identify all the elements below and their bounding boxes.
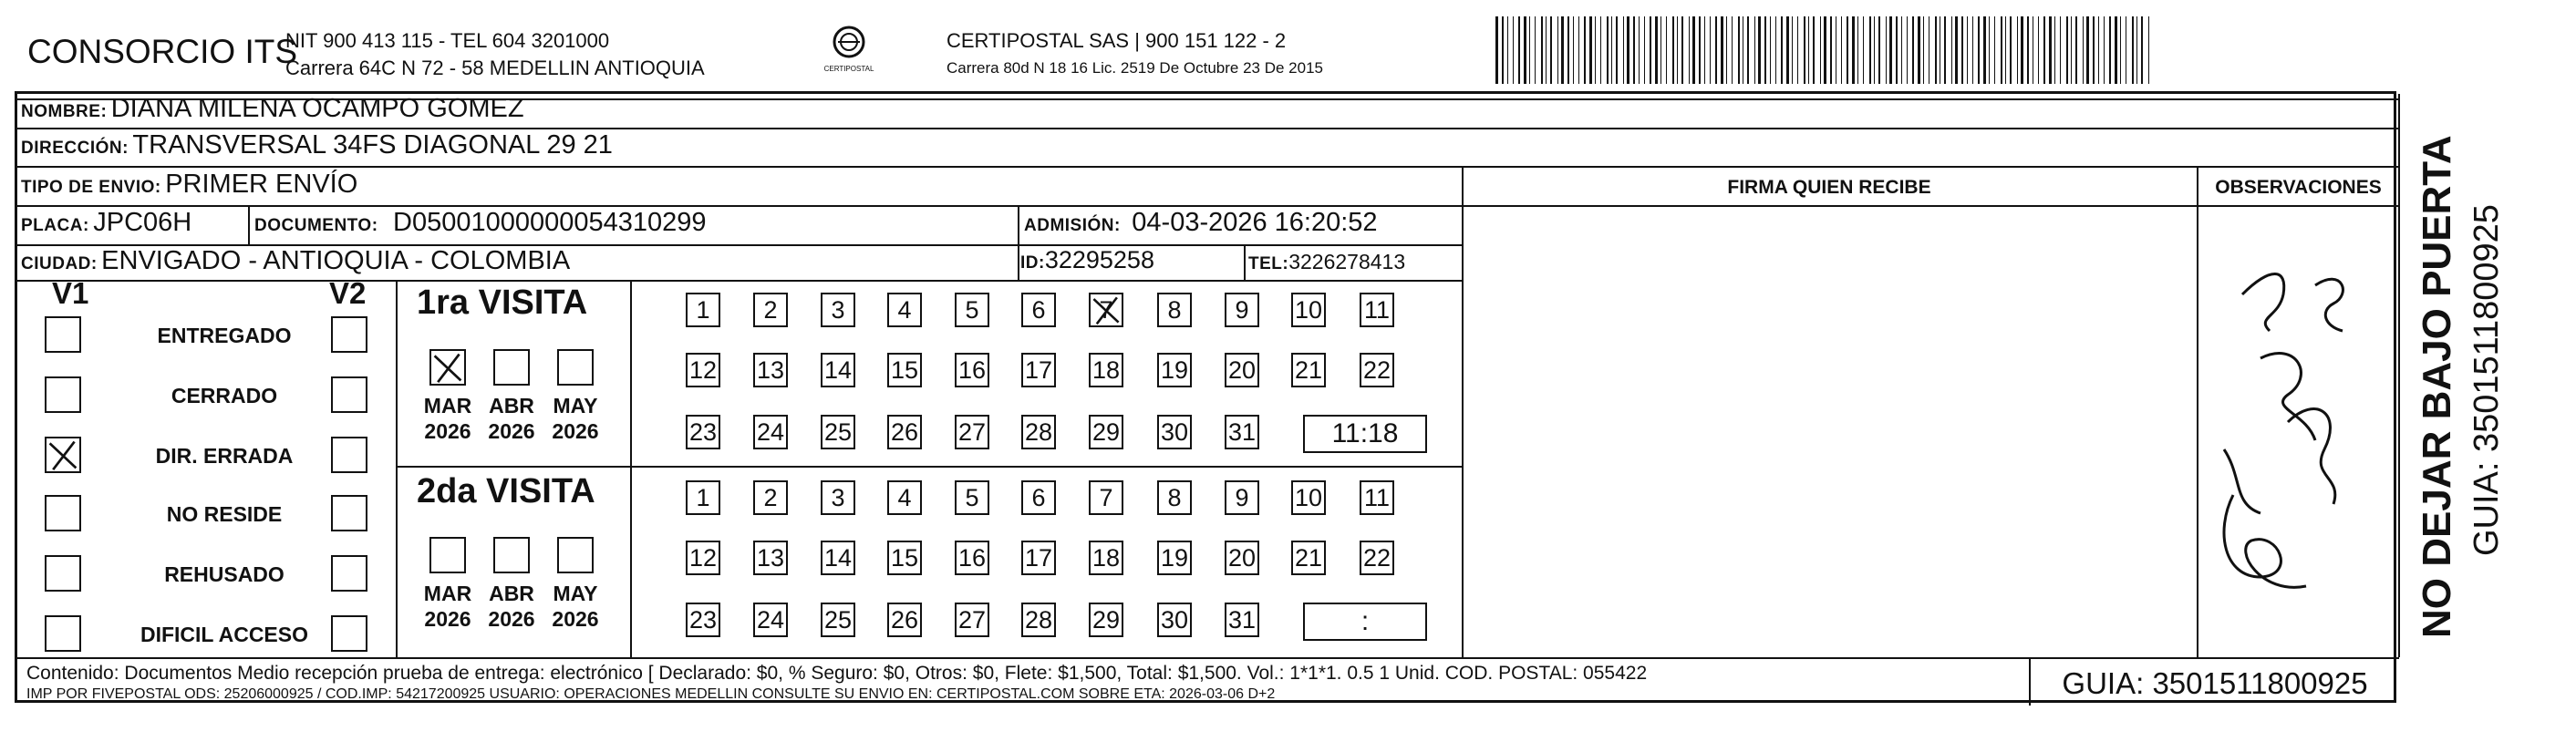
- month-checkbox: [429, 349, 466, 386]
- month-year: 2026: [488, 607, 535, 631]
- v2-checkbox: [331, 316, 367, 353]
- day-box: 17: [1021, 541, 1056, 575]
- id-cell: [1020, 246, 1154, 274]
- day-box: 29: [1089, 415, 1123, 449]
- ciudad-value: ENVIGADO - ANTIOQUIA - COLOMBIA: [101, 246, 571, 275]
- direccion-row: [21, 130, 613, 160]
- day-box: 8: [1157, 480, 1192, 515]
- day-box: 18: [1089, 541, 1123, 575]
- direccion-value: TRANSVERSAL 34FS DIAGONAL 29 21: [132, 130, 613, 160]
- day-box: 11: [1360, 480, 1394, 515]
- certipostal-logo: [808, 24, 890, 78]
- nombre-row: [21, 94, 524, 124]
- day-box: 13: [753, 541, 788, 575]
- day-box: 15: [887, 353, 922, 387]
- month-year: 2026: [488, 419, 535, 443]
- carrier-info: [947, 27, 1323, 82]
- tel-value: 3226278413: [1288, 250, 1406, 273]
- day-box: 5: [955, 480, 989, 515]
- month-year: 2026: [552, 607, 599, 631]
- day-box: 3: [821, 293, 855, 327]
- footer-guia: GUIA: 3501511800925: [2062, 666, 2368, 700]
- day-box: 11: [1360, 293, 1394, 327]
- day-box: 26: [887, 415, 922, 449]
- status-label: DIR. ERRADA: [155, 444, 294, 468]
- id-value: 32295258: [1044, 246, 1154, 273]
- month-label: [419, 393, 477, 444]
- status-label: CERRADO: [171, 384, 278, 407]
- admision-cell: [1024, 208, 1378, 238]
- day-box: 26: [887, 603, 922, 637]
- nombre-value: DIANA MILENA OCAMPO GOMEZ: [110, 94, 524, 123]
- v2-checkbox: [331, 615, 367, 652]
- day-box: 2: [753, 293, 788, 327]
- side-guia: GUIA: 3501511800925: [2467, 204, 2506, 556]
- tel-label: TEL:: [1248, 254, 1289, 273]
- day-box: 30: [1157, 415, 1192, 449]
- admision-value: 04-03-2026 16:20:52: [1132, 208, 1378, 237]
- day-box: 14: [821, 541, 855, 575]
- day-box: 10: [1291, 480, 1326, 515]
- day-box: 9: [1225, 480, 1259, 515]
- v1-checkbox: [45, 615, 81, 652]
- month-year: 2026: [424, 607, 471, 631]
- day-box: 23: [686, 415, 720, 449]
- month-checkbox: [429, 537, 466, 573]
- firma-header: FIRMA QUIEN RECIBE: [1727, 177, 1931, 198]
- month-label: [546, 581, 605, 632]
- company-name: CONSORCIO ITS: [27, 33, 298, 70]
- day-box: 28: [1021, 415, 1056, 449]
- month-name: MAR: [423, 582, 472, 605]
- admision-label: ADMISIÓN:: [1024, 216, 1121, 235]
- address-line: Carrera 64C N 72 - 58 MEDELLIN ANTIOQUIA: [285, 57, 705, 79]
- day-box: 18: [1089, 353, 1123, 387]
- month-name: MAR: [423, 394, 472, 417]
- day-box: 2: [753, 480, 788, 515]
- day-box: 27: [955, 415, 989, 449]
- no-dejar-warning: NO DEJAR BAJO PUERTA: [2415, 135, 2459, 638]
- carrier-address: Carrera 80d N 18 16 Lic. 2519 De Octubre 23 De 2015: [947, 59, 1323, 77]
- v1-checkbox: [45, 437, 81, 473]
- v2-header: V2: [329, 276, 367, 310]
- v1-header: V1: [52, 276, 89, 310]
- status-label: NO RESIDE: [166, 502, 283, 526]
- v2-checkbox: [331, 555, 367, 592]
- day-box: 23: [686, 603, 720, 637]
- tipo-envio-row: [21, 170, 357, 200]
- day-box: 12: [686, 353, 720, 387]
- v1-checkbox: [45, 376, 81, 413]
- day-box: 30: [1157, 603, 1192, 637]
- documento-cell: [254, 208, 707, 238]
- day-box: 27: [955, 603, 989, 637]
- day-box: 6: [1021, 293, 1056, 327]
- month-name: MAY: [553, 394, 598, 417]
- day-box: 29: [1089, 603, 1123, 637]
- month-name: ABR: [489, 394, 534, 417]
- day-box: 21: [1291, 541, 1326, 575]
- month-checkbox: [557, 349, 594, 386]
- id-label: ID:: [1020, 253, 1045, 273]
- day-box: 7: [1089, 293, 1123, 327]
- day-box: 17: [1021, 353, 1056, 387]
- contenido-line: Contenido: Documentos Medio recepción prueba de entrega: electrónico [ Declarado: $0, % Seguro: $0, Otros: $0, Flete: $1,500, Total: $1,500. Vol.: 1*1*1. 0.5 1 Unid. COD. POSTAL: 055422: [26, 663, 1648, 684]
- day-box: 15: [887, 541, 922, 575]
- tel-cell: [1248, 250, 1405, 274]
- placa-value: JPC06H: [93, 208, 192, 237]
- day-box: 4: [887, 293, 922, 327]
- day-box: 14: [821, 353, 855, 387]
- day-box: 22: [1360, 541, 1394, 575]
- status-label: REHUSADO: [164, 562, 284, 586]
- ciudad-label: CIUDAD:: [21, 254, 98, 273]
- v2-checkbox: [331, 376, 367, 413]
- company-info: [285, 27, 705, 82]
- day-box: 6: [1021, 480, 1056, 515]
- day-box: 24: [753, 415, 788, 449]
- month-label: [419, 581, 477, 632]
- day-box: 12: [686, 541, 720, 575]
- imp-line: IMP POR FIVEPOSTAL ODS: 25206000925 / COD.IMP: 54217200925 USUARIO: OPERACIONES MEDELLIN CONSULTE SU ENVIO EN: CERTIPOSTAL.COM SOBRE ETA: 2026-03-06 D+2: [26, 686, 1276, 702]
- observaciones-header: OBSERVACIONES: [2215, 177, 2382, 198]
- carrier-line: CERTIPOSTAL SAS | 900 151 122 - 2: [947, 29, 1287, 52]
- month-checkbox: [557, 537, 594, 573]
- month-checkbox: [493, 349, 530, 386]
- day-box: 13: [753, 353, 788, 387]
- day-box: 24: [753, 603, 788, 637]
- day-box: 19: [1157, 353, 1192, 387]
- day-box: 4: [887, 480, 922, 515]
- month-checkbox: [493, 537, 530, 573]
- visit2-title: 2da VISITA: [417, 472, 595, 510]
- month-label: [482, 581, 541, 632]
- documento-value: D05001000000054310299: [393, 208, 707, 237]
- v2-checkbox: [331, 495, 367, 531]
- day-box: 25: [821, 415, 855, 449]
- day-box: 5: [955, 293, 989, 327]
- logo-word: CERTIPOSTAL: [823, 65, 874, 73]
- day-box: 9: [1225, 293, 1259, 327]
- day-box: 22: [1360, 353, 1394, 387]
- logo-icon: [831, 24, 867, 60]
- day-box: 16: [955, 541, 989, 575]
- status-label: DIFICIL ACCESO: [140, 623, 308, 646]
- v2-checkbox: [331, 437, 367, 473]
- v1-checkbox: [45, 316, 81, 353]
- month-year: 2026: [424, 419, 471, 443]
- day-box: 31: [1225, 415, 1259, 449]
- barcode: [1495, 16, 2156, 84]
- day-box: 19: [1157, 541, 1192, 575]
- day-box: 7: [1089, 480, 1123, 515]
- tipo-value: PRIMER ENVÍO: [165, 170, 358, 199]
- tipo-label: TIPO DE ENVIO:: [21, 178, 161, 197]
- nit-line: NIT 900 413 115 - TEL 604 3201000: [285, 29, 610, 52]
- time-box: :: [1303, 603, 1427, 641]
- day-box: 10: [1291, 293, 1326, 327]
- day-box: 20: [1225, 353, 1259, 387]
- day-box: 25: [821, 603, 855, 637]
- v1-checkbox: [45, 495, 81, 531]
- handwritten-signature: [2206, 231, 2370, 623]
- v1-checkbox: [45, 555, 81, 592]
- day-box: 20: [1225, 541, 1259, 575]
- month-name: MAY: [553, 582, 598, 605]
- placa-cell: [21, 208, 191, 238]
- day-box: 16: [955, 353, 989, 387]
- placa-label: PLACA:: [21, 216, 89, 235]
- day-box: 28: [1021, 603, 1056, 637]
- day-box: 31: [1225, 603, 1259, 637]
- direccion-label: DIRECCIÓN:: [21, 139, 129, 158]
- day-box: 8: [1157, 293, 1192, 327]
- delivery-form: [15, 91, 2396, 703]
- day-box: 3: [821, 480, 855, 515]
- visit1-title: 1ra VISITA: [417, 283, 588, 322]
- day-box: 1: [686, 480, 720, 515]
- ciudad-cell: [21, 246, 570, 276]
- time-box: 11:18: [1303, 415, 1427, 453]
- month-label: [482, 393, 541, 444]
- month-year: 2026: [552, 419, 599, 443]
- day-box: 1: [686, 293, 720, 327]
- day-box: 21: [1291, 353, 1326, 387]
- month-label: [546, 393, 605, 444]
- month-name: ABR: [489, 582, 534, 605]
- documento-label: DOCUMENTO:: [254, 216, 378, 235]
- status-label: ENTREGADO: [157, 324, 292, 347]
- nombre-label: NOMBRE:: [21, 102, 108, 121]
